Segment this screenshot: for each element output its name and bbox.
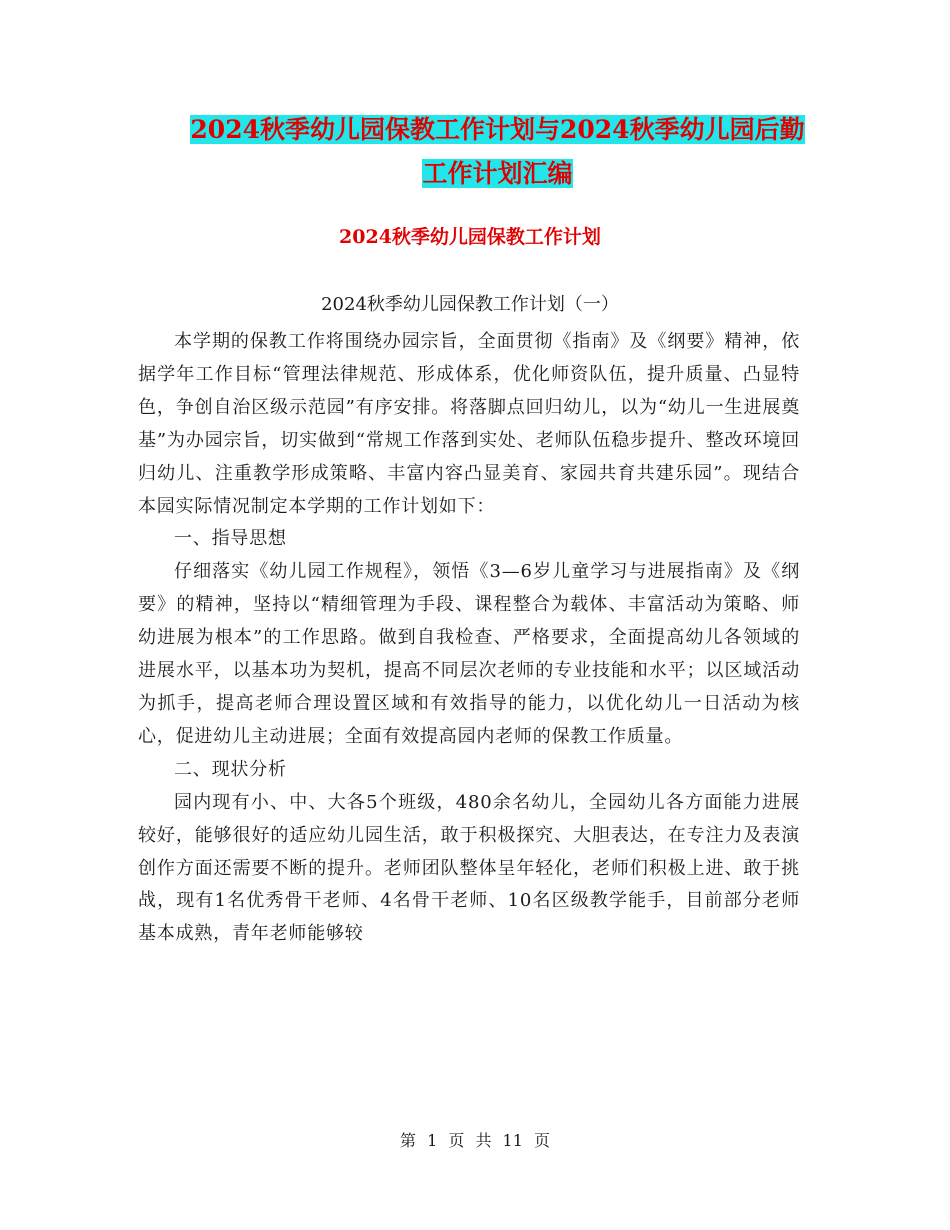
heading-guiding-thought: 一、指导思想 [174, 528, 287, 550]
heading-status-analysis: 二、现状分析 [174, 758, 287, 780]
title-highlight: 2024秋季幼儿园保教工作计划与2024秋季幼儿园后勤 [190, 115, 805, 144]
sub-title: 2024秋季幼儿园保教工作计划（一） [321, 294, 619, 315]
document-title-line-1 [140, 108, 855, 152]
body-text [138, 326, 800, 951]
page-footer: 第 1 页 共 11 页 [400, 1131, 550, 1150]
paragraph-status-analysis: 园内现有小、中、大各5个班级，480余名幼儿，全园幼儿各方面能力进展较好，能够很好的适应幼儿园生活，敢于积极探究、大胆表达，在专注力及表演创作方面还需要不断的提升。老师团队整体呈年轻化，老师们积极上进、敢于挑战，现有1名优秀骨干老师、4名骨干老师、10名区级教学能手，目前部分老师基本成熟，青年老师能够较 [138, 791, 800, 945]
document-title-line-2 [140, 152, 855, 196]
paragraph-intro: 本学期的保教工作将围绕办园宗旨，全面贯彻《指南》及《纲要》精神，依据学年工作目标“管理法律规范、形成体系，优化师资队伍，提升质量、凸显特色，争创自治区级示范园”有序安排。将落脚点回归幼儿，以为“幼儿一生进展奠基”为办园宗旨，切实做到“常规工作落到实处、老师队伍稳步提升、整改环境回归幼儿、注重教学形成策略、丰富内容凸显美育、家园共育共建乐园”。现结合本园实际情况制定本学期的工作计划如下： [138, 331, 800, 517]
title-highlight: 工作计划汇编 [422, 159, 573, 188]
section-title: 2024秋季幼儿园保教工作计划 [339, 226, 601, 248]
paragraph-guiding-thought: 仔细落实《幼儿园工作规程》，领悟《3—6岁儿童学习与进展指南》及《纲要》的精神，坚持以“精细管理为手段、课程整合为载体、丰富活动为策略、师幼进展为根本”的工作思路。做到自我检查、严格要求，全面提高幼儿各领域的进展水平，以基本功为契机，提高不同层次老师的专业技能和水平；以区域活动为抓手，提高老师合理设置区域和有效指导的能力，以优化幼儿一日活动为核心，促进幼儿主动进展；全面有效提高园内老师的保教工作质量。 [138, 561, 800, 747]
